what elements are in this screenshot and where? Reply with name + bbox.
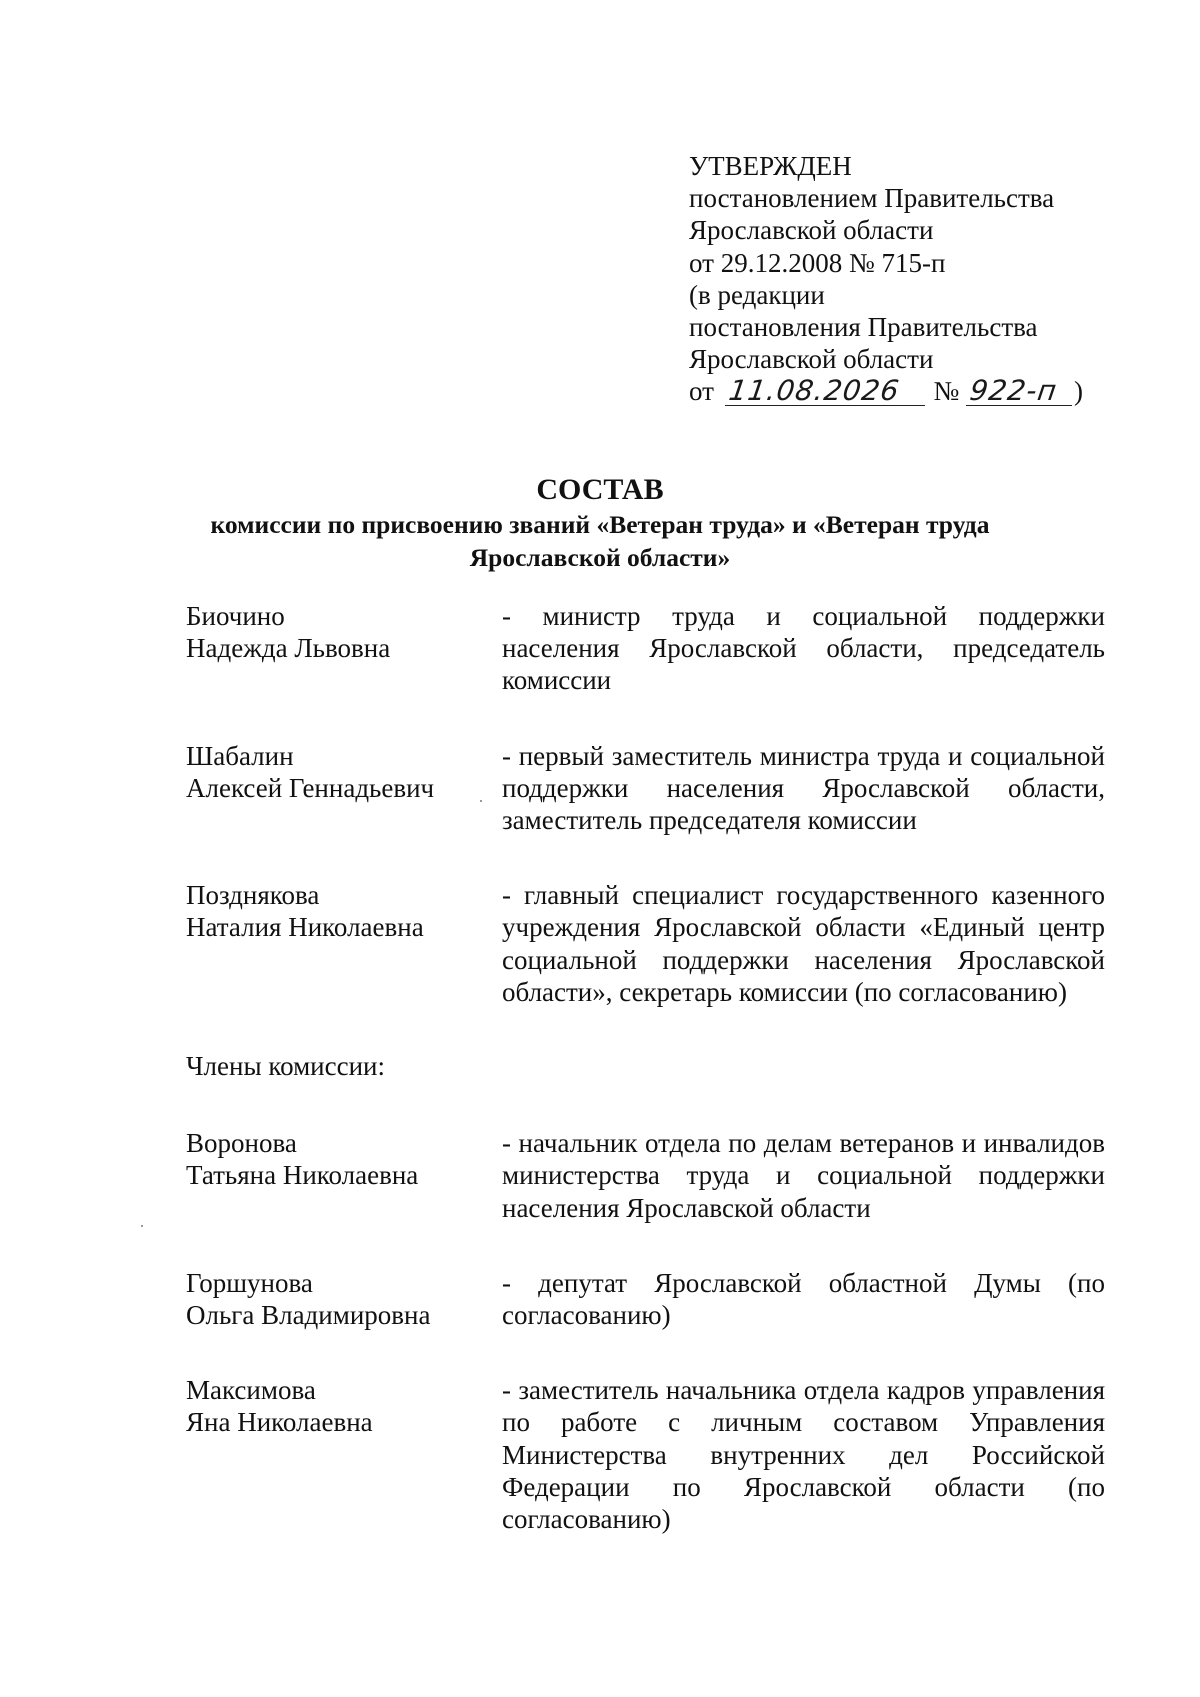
scan-speck	[141, 1225, 143, 1227]
member-surname: Максимова	[186, 1375, 316, 1406]
closing-paren: )	[1073, 376, 1083, 407]
member-role: - главный специалист государственного казенного учреждения Ярославской области «Единый центр социальной поддержки населения Ярославской области», секретарь комиссии (по согласованию)	[502, 880, 1105, 1007]
member-name	[186, 600, 502, 697]
member-given-name: Ольга Владимировна	[186, 1300, 431, 1331]
member-given-name: Алексей Геннадьевич	[186, 772, 435, 803]
member-given-name: Надежда Львовна	[186, 633, 391, 664]
handwritten-number: 922-п	[966, 377, 1076, 406]
approval-line: Ярославской области	[689, 344, 934, 375]
member-given-name: Татьяна Николаевна	[186, 1160, 419, 1191]
member-role: - первый заместитель министра труда и социальной поддержки населения Ярославской области, заместитель председателя комиссии	[502, 740, 1105, 836]
member-surname: Горшунова	[186, 1267, 313, 1298]
member-role: - депутат Ярославской областной Думы (по согласованию)	[502, 1267, 1105, 1331]
list-item	[186, 600, 1106, 697]
list-item	[186, 740, 1106, 837]
member-role: - министр труда и социальной поддержки населения Ярославской области, председатель комиссии	[502, 601, 1105, 696]
scan-speck	[480, 800, 482, 802]
member-surname: Позднякова	[186, 880, 320, 911]
member-name	[186, 1127, 502, 1224]
member-surname: Воронова	[186, 1128, 297, 1159]
document-title: СОСТАВ	[536, 473, 664, 506]
handwritten-date: 11.08.2026	[725, 377, 929, 406]
approval-line: постановлением Правительства	[689, 183, 1055, 214]
member-role: - начальник отдела по делам ветеранов и инвалидов министерства труда и социальной поддержки населения Ярославской области	[502, 1128, 1105, 1223]
commission-list	[186, 600, 1106, 1578]
member-name	[186, 740, 502, 837]
member-name	[186, 1267, 502, 1331]
member-name	[186, 879, 502, 1008]
member-name	[186, 1374, 502, 1535]
approval-line: (в редакции	[689, 279, 825, 310]
member-given-name: Яна Николаевна	[186, 1407, 373, 1438]
member-surname: Биочино	[186, 601, 285, 631]
list-item	[186, 879, 1106, 1008]
number-prefix: №	[933, 376, 960, 407]
member-surname: Шабалин	[186, 740, 294, 771]
approval-stamp-block	[689, 150, 1109, 408]
document-title-block	[0, 472, 1200, 574]
member-given-name: Наталия Николаевна	[186, 912, 424, 943]
list-item	[186, 1127, 1106, 1224]
document-subtitle: комиссии по присвоению званий «Ветеран труда» и «Ветеран труда Ярославской области»	[210, 510, 990, 572]
approval-line: постановления Правительства	[689, 312, 1038, 343]
approval-heading: УТВЕРЖДЕН	[689, 151, 852, 181]
members-section-label: Члены комиссии:	[186, 1051, 385, 1082]
member-role: - заместитель начальника отдела кадров управления по работе с личным составом Управления Министерства внутренних дел Российской Федерации по Ярославской области (по согласованию)	[502, 1375, 1105, 1535]
approval-line: от 29.12.2008 № 715-п	[689, 247, 946, 278]
approval-date-line	[689, 375, 1109, 407]
approval-line: Ярославской области	[689, 215, 934, 246]
list-item	[186, 1267, 1106, 1331]
date-prefix: от	[689, 376, 714, 407]
list-item	[186, 1374, 1106, 1535]
